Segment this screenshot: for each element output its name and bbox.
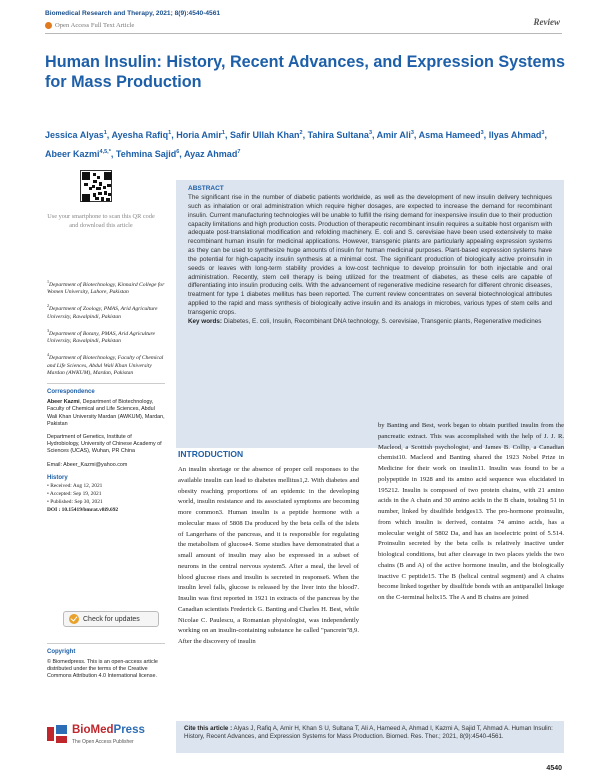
open-access-label bbox=[45, 22, 134, 29]
history-accepted: • Accepted: Sep 19, 2021 bbox=[47, 490, 102, 497]
author-name[interactable]: Ilyas Ahmad$^3$ bbox=[488, 130, 545, 140]
article-type: Review bbox=[533, 17, 560, 27]
author-affiliation-ref: 4,5,* bbox=[99, 149, 111, 155]
author-name[interactable]: Jessica Alyas$^1$ bbox=[45, 130, 107, 140]
qr-note: Use your smartphone to scan this QR code and download this article bbox=[47, 213, 155, 229]
author-list: Jessica Alyas$^1$, Ayesha Rafiq$^1$, Horia Amir$^1$, Safir Ullah Khan$^2$, Tahira Sultana$^3$, Amir Ali$^3$, Asma Hameed$^3$, Ilyas Ahmad$^3$, Abeer Kazmi$^{4,5,*}$, Tehmina Sajid$^6$, Ayaz Ahmad$^7$ bbox=[45, 130, 547, 159]
qr-module bbox=[89, 187, 92, 190]
copyright-heading: Copyright bbox=[47, 649, 76, 655]
affiliation-2: $^2$Department of Zoology, PMAS, Arid Agriculture University, Rawalpindi, Pakistan bbox=[47, 303, 158, 320]
history-heading: History bbox=[47, 474, 68, 481]
author-affiliation-ref: 1 bbox=[168, 130, 172, 136]
author-affiliation-ref: 3 bbox=[480, 130, 484, 136]
publisher-logo[interactable] bbox=[45, 721, 175, 751]
publisher-name: BioMedPress bbox=[72, 724, 145, 736]
qr-module bbox=[103, 186, 106, 189]
qr-module bbox=[106, 198, 110, 201]
qr-module bbox=[104, 191, 107, 195]
copyright-text: © Biomedpress. This is an open-access article distributed under the terms of the Creative Commons Attribution 4.0 International license. bbox=[47, 659, 158, 680]
author-affiliation-ref: 2 bbox=[299, 130, 303, 136]
divider bbox=[47, 383, 165, 384]
copyright-block bbox=[47, 643, 165, 687]
author-name[interactable]: Asma Hameed$^3$ bbox=[418, 130, 484, 140]
open-access-text: Open Access Full Text Article bbox=[55, 22, 135, 29]
qr-module bbox=[93, 180, 97, 183]
publisher-tagline: The Open Access Publisher bbox=[72, 739, 134, 745]
keywords: Key words: Diabetes, E. coli, Insulin, Recombinant DNA technology, S. cerevisiae, Transgenic plants, Regenerative medicines bbox=[188, 317, 542, 325]
author-name[interactable]: Safir Ullah Khan$^2$ bbox=[229, 130, 303, 140]
correspondence-email[interactable]: Email: Abeer_Kazmi@yahoo.com bbox=[47, 461, 128, 468]
author-name[interactable]: Amir Ali$^3$ bbox=[376, 130, 414, 140]
check-updates-icon bbox=[69, 614, 79, 624]
citation-label: Cite this article : bbox=[184, 725, 233, 732]
author-affiliation-ref: 3 bbox=[368, 130, 372, 136]
affiliation-4: $^4$Department of Biotechnology, Faculty of Chemical and Life Sciences, Abdul Wali Khan University Mardan (AWKUM), Mardan, Pakistan bbox=[47, 352, 164, 376]
correspondence-heading: Correspondence bbox=[47, 389, 95, 396]
qr-module bbox=[82, 172, 90, 180]
qr-module bbox=[101, 197, 104, 201]
qr-module bbox=[104, 172, 112, 180]
qr-module bbox=[93, 173, 96, 176]
article-title: Human Insulin: History, Recent Advances, and Expression Systems for Mass Production bbox=[45, 53, 565, 91]
qr-module bbox=[98, 192, 102, 195]
intro-column-left: An insulin shortage or the absence of proper cell responses to the available insulin can lead to diabetes mellitus1,2. With diabetes and obesity reaching proportions of an epidemic in the developing world, insulin resistance and its associated symptoms are becoming more common3. Human insulin is a peptide hormone with a molecular mass of 5808 Da produced by the beta cells of the islets of Langerhans of the pancreas, and it is responsible for regulating the metabolism of glucose4. Some studies have demonstrated that a small amount of insulin may also be expressed in a subset of neurons in the central nervous system5. After a meal, the level of blood glucose rises and insulin is secreted in response6. When the insulin level falls, glucose is released by the liver into the blood7. Insulin was first reported in 1921 in extracts of the pancreas by the Canadian scientists Frederick G. Banting and Charles H. Best, while Nicolae C. Paulescu, a Romanian physiologist, was independently working on an insulin-containing substance he called "pancrein"8,9. After the discovery of insulin bbox=[178, 466, 359, 645]
check-updates-label: Check for updates bbox=[83, 615, 140, 623]
qr-code-icon[interactable] bbox=[80, 170, 112, 202]
history-published: • Published: Sep 30, 2021 bbox=[47, 498, 103, 505]
author-name[interactable]: Ayesha Rafiq$^1$ bbox=[111, 130, 172, 140]
biomed-logo-icon bbox=[45, 723, 69, 745]
author-name[interactable]: Ayaz Ahmad$^7$ bbox=[183, 149, 241, 159]
author-name[interactable]: Tahira Sultana$^3$ bbox=[307, 130, 372, 140]
check-for-updates-button[interactable] bbox=[63, 611, 159, 627]
qr-module bbox=[82, 194, 90, 202]
author-affiliation-ref: 3 bbox=[410, 130, 414, 136]
doi-link[interactable]: DOI : 10.15419/bmrat.v8i9.692 bbox=[47, 506, 119, 513]
citation-box bbox=[176, 721, 564, 753]
affiliations bbox=[47, 278, 165, 513]
author-name[interactable]: Abeer Kazmi$^{4,5,*}$ bbox=[45, 149, 111, 159]
abstract-text: The significant rise in the number of diabetic patients worldwide, as well as the development of new insulin delivery techniques such as inhalation or oral administration which require higher dosages, are expected to increase the demand for recombinant insulin. Current manufacturing technologies will be unable to fulfill the rising demand for inexpensive insulin due to their production capacity limitations and high production costs. Production of therapeutic recombinant insulin requires a suitable host organism with adequate post-translational modification and refolding machinery. E. coli and S. cerevisiae have been used extensively to make recombinant human insulin for medicinal applications. However, transgenic plants are particularly appealing expression systems as they can be used to synthesize huge amounts of insulin for human medicinal purposes. Plant-based expression systems have the potential for high-capacity insulin synthesis at a minimal cost. The significant production of biologically active proinsulin in seeds or leaves with long-term stability provides a low-cost technique to develop proinsulin for both injectable and oral administration. Recently, stem cell therapy is being utilized for the treatment of diabetes, as these cells are capable of differentiating into insulin producing cells. With the advancement of regenerative medicine research for different chronic diseases, treatment for type 1 diabetes mellitus has been reported. The current review concentrates on several biotechnological attributes applied to the rapid and mass synthesis of biologically active insulin and its analogs in microbes, various types of stem cells and transgenic crops. bbox=[188, 194, 552, 316]
author-affiliation-ref: 3 bbox=[541, 130, 545, 136]
abstract-box bbox=[176, 180, 564, 448]
citation-text: Alyas J, Rafiq A, Amir H, Khan S U, Sultana T, Ali A, Hameed A, Ahmad I, Kazmi A, Sajid T, Ahmad A. Human Insulin: History, Recent Advances, and Expression Systems for Mass Production. Biomed. Res. Ther.; 2021, 8(9):4540-4561. bbox=[184, 725, 553, 741]
correspondence-text-2: Department of Genetics, Institute of Hydrobiology, University of Chinese Academy of Sciences (UCAS), Wuhan, PR China bbox=[47, 433, 162, 455]
introduction-heading: INTRODUCTION bbox=[178, 449, 244, 459]
open-access-icon bbox=[45, 22, 52, 29]
author-affiliation-ref: 6 bbox=[176, 149, 180, 155]
author-affiliation-ref: 1 bbox=[221, 130, 225, 136]
correspondence-text: Abeer Kazmi, Department of Biotechnology, Faculty of Chemical and Life Sciences, Abdul Wali Khan University Mardan (AWKUM), Mardan, Pakistan bbox=[47, 399, 165, 427]
qr-module bbox=[107, 184, 111, 187]
affiliation-1: $^1$Department of Biotechnology, Kinnaird College for Women University, Lahore, Pakistan bbox=[47, 279, 165, 296]
header-divider bbox=[45, 33, 562, 34]
qr-module bbox=[99, 182, 102, 186]
divider bbox=[47, 643, 165, 644]
qr-module bbox=[108, 193, 111, 196]
abstract-heading: ABSTRACT bbox=[188, 185, 224, 192]
author-affiliation-ref: 7 bbox=[237, 149, 241, 155]
journal-line: Biomedical Research and Therapy, 2021; 8(9):4540-4561 bbox=[45, 10, 221, 17]
author-name[interactable]: Tehmina Sajid$^6$ bbox=[115, 149, 180, 159]
author-affiliation-ref: 1 bbox=[103, 130, 107, 136]
qr-module bbox=[84, 183, 88, 186]
affiliation-3: $^3$Department of Botany, PMAS, Arid Agriculture University, Rawalpindi, Pakistan bbox=[47, 327, 156, 345]
qr-module bbox=[97, 176, 100, 179]
page-number: 4540 bbox=[546, 765, 562, 772]
qr-module bbox=[96, 187, 101, 190]
intro-column-right: by Banting and Best, work began to obtain purified insulin from the pancreatic extract. This was accomplished with the help of J. J. R. Macleod, a Scottish psychologist, and James B. Collip, a Canadian chemist10. Macleod and Banting shared the 1923 Nobel Prize in Medicine for their work on insulin11. Insulin was found to be a polypeptide in 1928 and its amino acid sequence was elucidated in 195212. Insulin is composed of two protein chains, with 21 amino acids in the A chain and 30 amino acids in the B chain, totaling 51 in number, linked by disulfide bridges13. The pro-hormone proinsulin, from which insulin is derived, contains 74 amino acids, has a molecular weight of 5802 Da, and has an isoelectric point of 5.514. Proinsulin secreted by the beta cells is relatively inactive under biological conditions, but after cleavage in two places yields the two chains (B and A) of the active hormone insulin, and the biologically inactive C peptide15. The B (helical central segment) and A chains become linked together by disulfide bonds with an antiparallel linkage on the C-terminal helix15. The A and B chains are joined bbox=[378, 422, 564, 601]
author-name[interactable]: Horia Amir$^1$ bbox=[176, 130, 225, 140]
qr-module bbox=[95, 197, 99, 200]
qr-module bbox=[92, 185, 95, 188]
history-received: • Received: Aug 12, 2021 bbox=[47, 482, 103, 489]
